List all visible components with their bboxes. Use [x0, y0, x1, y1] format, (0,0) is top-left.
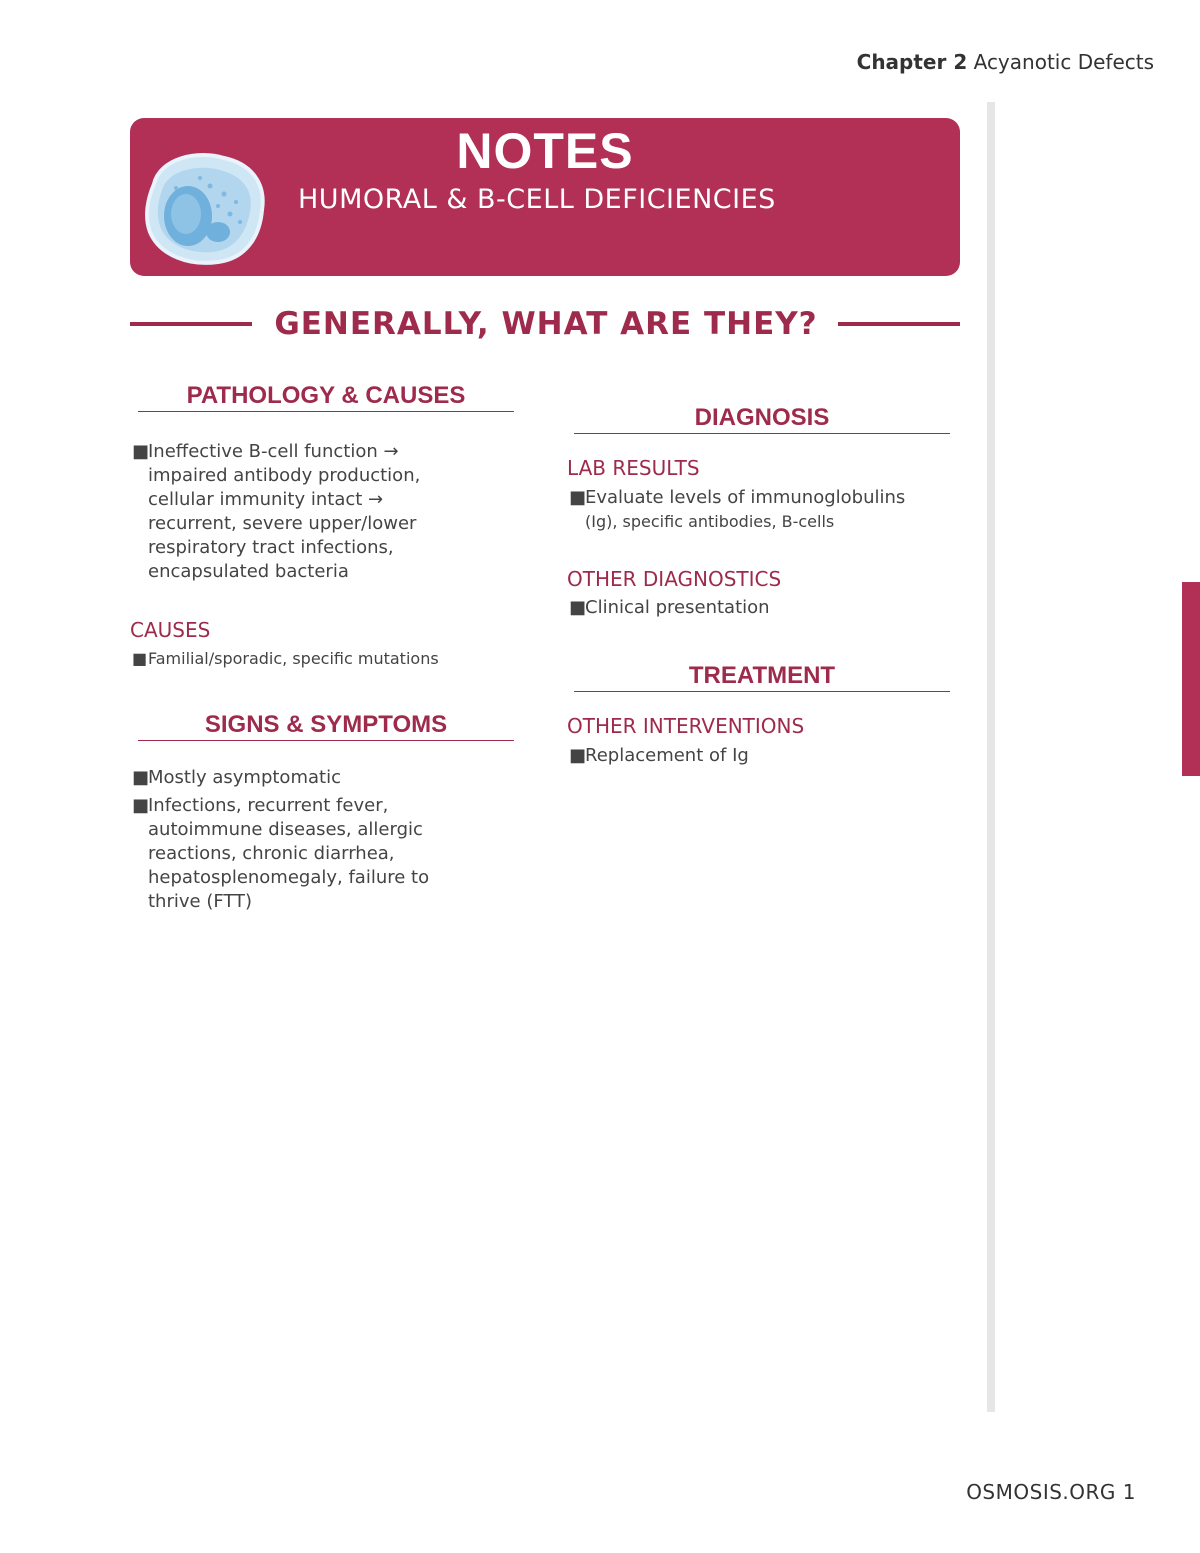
bullet: ■: [132, 795, 150, 816]
banner-subtitle: HUMORAL & B-CELL DEFICIENCIES: [298, 184, 776, 215]
signs-line: autoimmune diseases, allergic: [148, 819, 423, 840]
bullet: ■: [569, 597, 587, 618]
other-interventions-item: [569, 744, 969, 768]
other-interventions-heading: OTHER INTERVENTIONS: [567, 714, 805, 738]
signs-line: reactions, chronic diarrhea,: [148, 843, 395, 864]
section-title: GENERALLY, WHAT ARE THEY?: [274, 306, 818, 342]
pathology-line: encapsulated bacteria: [148, 561, 349, 582]
signs-item-1: [132, 766, 512, 790]
bullet: ■: [132, 649, 148, 668]
signs-line: thrive (FTT): [148, 891, 253, 912]
pathology-line: Ineffective B-cell function →: [148, 441, 399, 462]
lab-results-item: [569, 486, 969, 534]
chapter-label: Chapter 2: [856, 50, 968, 74]
causes-text: Familial/sporadic, specific mutations: [148, 649, 439, 668]
chapter-side-tab: [1182, 582, 1200, 776]
bullet: ■: [132, 767, 150, 788]
other-diagnostics-text: Clinical presentation: [585, 597, 770, 618]
bullet: ■: [132, 441, 150, 462]
notes-banner: [130, 118, 960, 276]
page-number: 1: [1122, 1480, 1136, 1504]
pathology-line: recurrent, severe upper/lower: [148, 513, 417, 534]
signs-heading: SIGNS & SYMPTOMS: [138, 711, 514, 741]
section-rule-left: [130, 322, 252, 326]
other-diagnostics-heading: OTHER DIAGNOSTICS: [567, 567, 782, 591]
lab-results-heading: LAB RESULTS: [567, 456, 700, 480]
causes-heading: CAUSES: [130, 618, 211, 642]
pathology-heading: PATHOLOGY & CAUSES: [138, 382, 514, 412]
pathology-line: respiratory tract infections,: [148, 537, 394, 558]
right-margin-rule: [987, 102, 995, 1412]
signs-text: Mostly asymptomatic: [148, 767, 341, 788]
diagnosis-heading: DIAGNOSIS: [574, 404, 950, 434]
pathology-line: cellular immunity intact →: [148, 489, 384, 510]
bullet: ■: [569, 745, 587, 766]
lab-results-line: Evaluate levels of immunoglobulins: [585, 487, 906, 508]
chapter-title: Acyanotic Defects: [973, 50, 1154, 74]
signs-item-2: [132, 794, 512, 914]
section-rule-right: [838, 322, 960, 326]
banner-title: NOTES: [456, 123, 634, 179]
bullet: ■: [569, 487, 587, 508]
pathology-item: [132, 440, 512, 584]
lab-results-line: (Ig), specific antibodies, B-cells: [585, 512, 835, 531]
chapter-header: [857, 50, 1154, 74]
other-diagnostics-item: [569, 596, 969, 620]
signs-line: hepatosplenomegaly, failure to: [148, 867, 430, 888]
signs-line: Infections, recurrent fever,: [148, 795, 389, 816]
other-interventions-text: Replacement of Ig: [585, 745, 749, 766]
page-footer: [966, 1480, 1136, 1504]
pathology-line: impaired antibody production,: [148, 465, 421, 486]
footer-site: OSMOSIS.ORG: [966, 1480, 1116, 1504]
causes-item: [132, 647, 512, 671]
treatment-heading: TREATMENT: [574, 662, 950, 692]
